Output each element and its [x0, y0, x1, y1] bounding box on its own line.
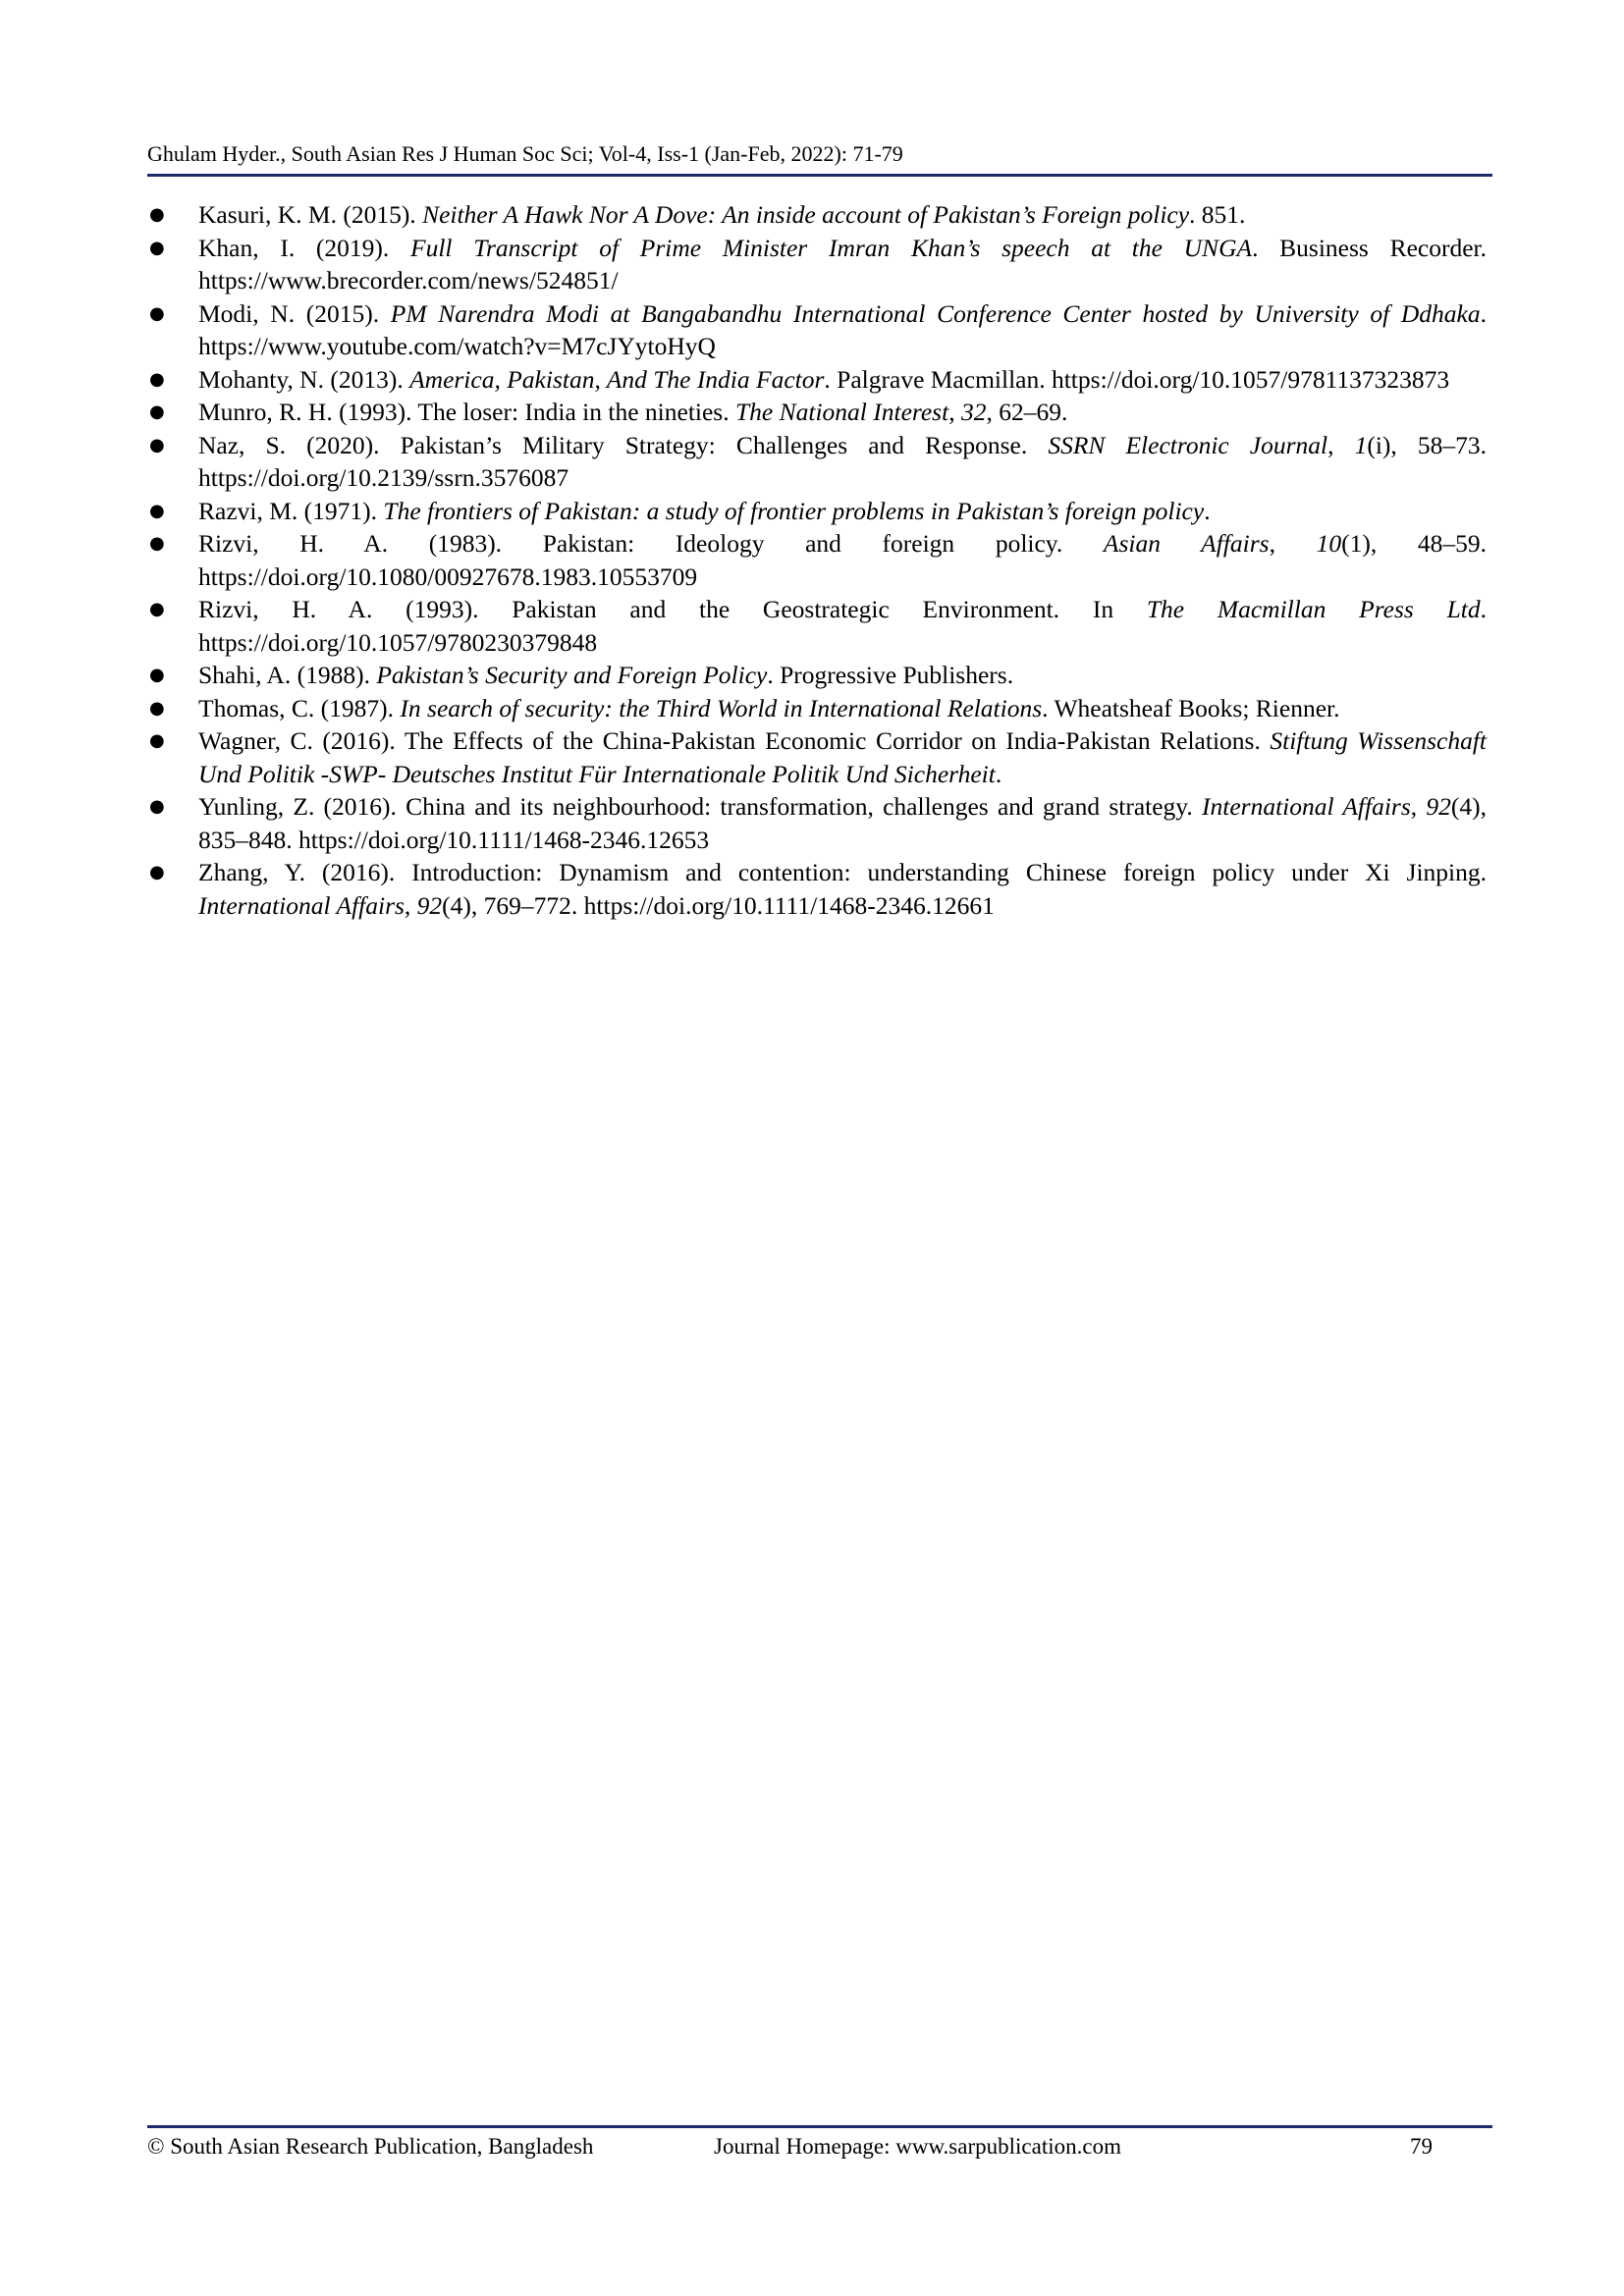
reference-italic-text: International Affairs: [198, 890, 405, 920]
footer-rule: [147, 2125, 1492, 2128]
reference-text: Rizvi, H. A. (1983). Pakistan: Ideology and foreign policy.: [198, 529, 1104, 558]
reference-text: Munro, R. H. (1993). The loser: India in the nineties.: [198, 398, 735, 426]
reference-italic-text: The Macmillan Press Ltd: [1146, 595, 1481, 623]
reference-item: [147, 232, 1487, 297]
reference-text: Razvi, M. (1971).: [198, 496, 384, 525]
reference-italic-text: Neither A Hawk Nor A Dove: An inside account of Pakistan’s Foreign policy: [422, 200, 1190, 229]
reference-item: [147, 363, 1487, 397]
reference-text: Shahi, A. (1988).: [198, 661, 377, 689]
reference-item: [147, 856, 1487, 922]
reference-text: .: [995, 759, 1002, 788]
reference-italic-text: The National Interest: [734, 398, 949, 426]
reference-list: [147, 198, 1487, 922]
reference-item: [147, 297, 1487, 363]
reference-text: (i), 58–73. https://doi.org/10.2139/ssrn.3576087: [198, 430, 1487, 492]
reference-text: Mohanty, N. (2013).: [198, 364, 410, 394]
reference-italic-text: 32: [960, 398, 987, 426]
bullet-icon: ●: [149, 302, 165, 324]
reference-item: [147, 724, 1487, 790]
reference-italic-text: In search of security: the Third World in International Relations: [400, 693, 1043, 722]
page-number: 79: [1410, 2134, 1433, 2159]
bullet-icon: ●: [149, 500, 165, 521]
bullet-icon: ●: [149, 237, 165, 258]
reference-text: . 851.: [1189, 200, 1246, 229]
footer-publisher: © South Asian Research Publication, Bangladesh: [147, 2134, 594, 2159]
reference-text: . https://www.youtube.com/watch?v=M7cJYytoHyQ: [198, 298, 1487, 360]
reference-text: Modi, N. (2015).: [198, 298, 391, 328]
reference-italic-text: Pakistan’s Security and Foreign Policy: [376, 661, 768, 689]
reference-item: [147, 198, 1487, 232]
reference-text: Yunling, Z. (2016). China and its neighbourhood: transformation, challenges and grand strategy.: [198, 792, 1202, 821]
reference-text: ,: [1327, 430, 1355, 459]
reference-text: Khan, I. (2019).: [198, 233, 410, 262]
reference-text: (1), 48–59. https://doi.org/10.1080/00927678.1983.10553709: [198, 529, 1487, 591]
reference-text: Zhang, Y. (2016). Introduction: Dynamism and contention: understanding Chinese foreign policy under Xi Jinping.: [198, 858, 1487, 886]
reference-text: , 62–69.: [986, 398, 1068, 426]
reference-italic-text: Full Transcript of Prime Minister Imran Khan’s speech at the UNGA: [410, 233, 1253, 262]
reference-text: ,: [948, 398, 961, 426]
reference-italic-text: SSRN Electronic Journal: [1048, 430, 1328, 459]
bullet-icon: ●: [149, 730, 165, 751]
reference-item: [147, 429, 1487, 495]
reference-italic-text: International Affairs: [1202, 792, 1411, 821]
bullet-icon: ●: [149, 204, 165, 225]
reference-text: (4), 769–772. https://doi.org/10.1111/1468-2346.12661: [442, 890, 995, 920]
bullet-icon: ●: [149, 697, 165, 719]
reference-text: ,: [404, 890, 417, 920]
reference-item: [147, 790, 1487, 856]
reference-italic-text: The frontiers of Pakistan: a study of frontier problems in Pakistan’s foreign policy: [383, 496, 1205, 525]
reference-item: [147, 495, 1487, 528]
reference-text: Rizvi, H. A. (1993). Pakistan and the Geostrategic Environment. In: [198, 595, 1147, 623]
reference-italic-text: Stiftung Wissenschaft Und Politik -SWP- Deutsches Institut Für Internationale Politik Und Sicherheit: [198, 726, 1487, 788]
bullet-icon: ●: [149, 533, 165, 554]
reference-item: [147, 593, 1487, 659]
reference-italic-text: 10: [1316, 529, 1342, 558]
reference-italic-text: PM Narendra Modi at Bangabandhu International Conference Center hosted by University of Ddhaka: [390, 298, 1481, 328]
reference-italic-text: 92: [1426, 792, 1451, 821]
reference-item: [147, 396, 1487, 429]
reference-text: . Business Recorder. https://www.brecorder.com/news/524851/: [198, 233, 1487, 294]
running-header: Ghulam Hyder., South Asian Res J Human Soc Sci; Vol-4, Iss-1 (Jan-Feb, 2022): 71-79: [147, 141, 903, 166]
reference-text: . Progressive Publishers.: [767, 661, 1014, 689]
reference-text: . Wheatsheaf Books; Rienner.: [1042, 693, 1340, 722]
reference-text: (4), 835–848. https://doi.org/10.1111/1468-2346.12653: [198, 792, 1487, 854]
bullet-icon: ●: [149, 665, 165, 685]
header-rule: [147, 174, 1492, 177]
reference-text: ,: [1410, 792, 1427, 821]
reference-text: Wagner, C. (2016). The Effects of the China-Pakistan Economic Corridor on India-Pakistan Relations.: [198, 726, 1271, 755]
reference-text: . Palgrave Macmillan. https://doi.org/10.1057/9781137323873: [824, 364, 1450, 394]
reference-text: Naz, S. (2020). Pakistan’s Military Strategy: Challenges and Response.: [198, 430, 1049, 459]
bullet-icon: ●: [149, 434, 165, 455]
bullet-icon: ●: [149, 401, 165, 422]
reference-text: .: [1204, 496, 1211, 525]
reference-italic-text: America, Pakistan, And The India Factor: [409, 364, 825, 394]
reference-italic-text: Asian Affairs: [1103, 529, 1270, 558]
bullet-icon: ●: [149, 796, 165, 817]
reference-text: . https://doi.org/10.1057/9780230379848: [198, 595, 1487, 657]
footer-homepage: Journal Homepage: www.sarpublication.com: [714, 2134, 1121, 2159]
reference-text: Kasuri, K. M. (2015).: [198, 200, 423, 229]
reference-item: [147, 659, 1487, 692]
reference-item: [147, 692, 1487, 725]
bullet-icon: ●: [149, 368, 165, 390]
reference-italic-text: 1: [1354, 430, 1368, 459]
bullet-icon: ●: [149, 599, 165, 619]
reference-item: [147, 527, 1487, 593]
bullet-icon: ●: [149, 862, 165, 882]
reference-italic-text: 92: [416, 890, 443, 920]
reference-text: Thomas, C. (1987).: [198, 693, 401, 722]
reference-text: ,: [1269, 529, 1317, 558]
